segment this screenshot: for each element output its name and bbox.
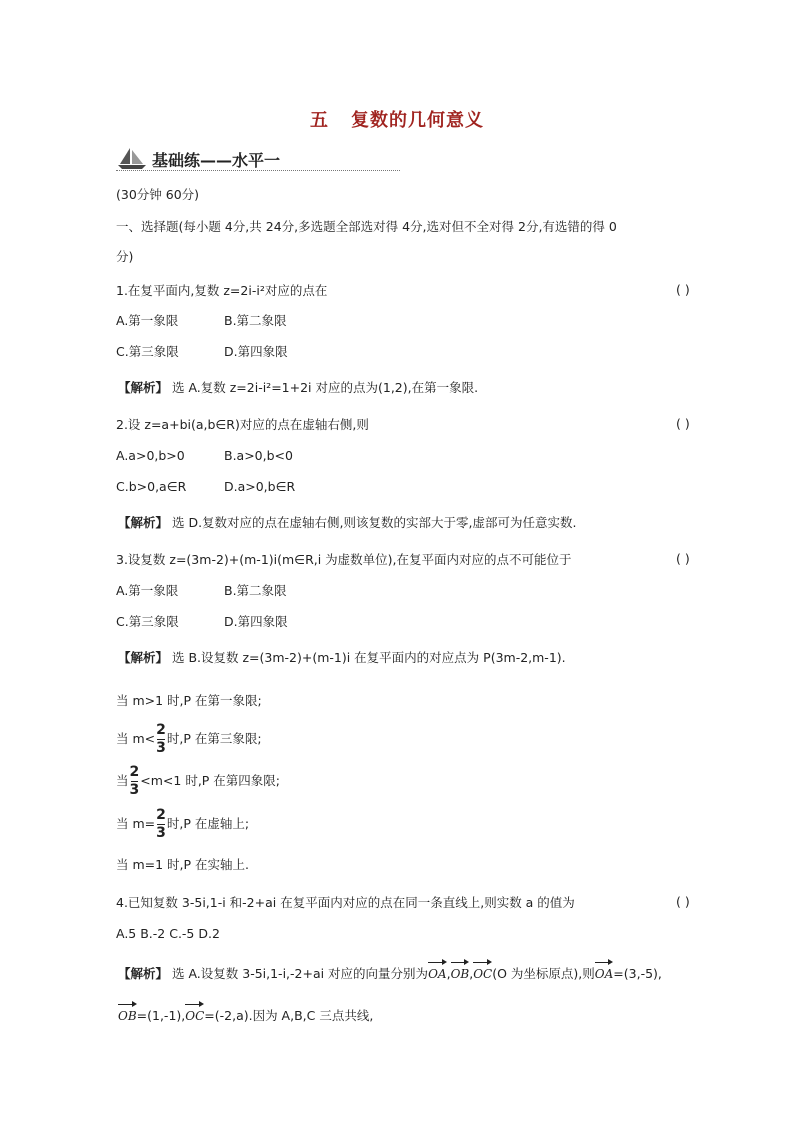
section-header xyxy=(116,146,400,171)
vector-oa: OA xyxy=(595,961,614,983)
instructions-line-2: 分) xyxy=(116,249,134,264)
q3-answer: 选 B.设复数 z=(3m-2)+(m-1)i 在复平面内的对应点为 P(3m-2,m-1). xyxy=(168,650,566,665)
q1-option-b: B.第二象限 xyxy=(224,313,287,328)
q2-option-a: A.a>0,b>0 xyxy=(116,448,185,463)
q2-answer-blank: ( ) xyxy=(676,416,690,431)
q4-oa-value: =(3,-5), xyxy=(613,966,662,981)
q1-answer: 选 A.复数 z=2i-i²=1+2i 对应的点为(1,2),在第一象限. xyxy=(168,380,479,395)
q2-answer: 选 D.复数对应的点在虚轴右侧,则该复数的实部大于零,虚部可为任意实数. xyxy=(168,515,577,530)
q3-stem: 3.设复数 z=(3m-2)+(m-1)i(m∈R,i 为虚数单位),在复平面内对应的点不可能位于 xyxy=(116,552,572,567)
q2-option-d: D.a>0,b∈R xyxy=(224,479,296,494)
q4-ob-value: =(1,-1), xyxy=(136,1008,186,1023)
vector-ob: OB xyxy=(451,961,470,983)
time-score: (30分钟 60分) xyxy=(116,187,200,202)
title-number: 五 xyxy=(310,110,329,131)
q3-option-d: D.第四象限 xyxy=(224,614,288,629)
analysis-label: 【解析】 xyxy=(118,380,169,395)
q3-case-2-post: 时,P 在第三象限; xyxy=(166,731,262,746)
vector-oc: OC xyxy=(473,961,492,983)
page-title xyxy=(0,106,794,132)
q3-analysis xyxy=(118,649,566,667)
q1-stem: 1.在复平面内,复数 z=2i-i²对应的点在 xyxy=(116,283,328,298)
q1-answer-blank: ( ) xyxy=(676,282,690,297)
q4-answer-blank: ( ) xyxy=(676,894,690,909)
q3-case-3-post: <m<1 时,P 在第四象限; xyxy=(140,773,281,788)
fraction-numerator: 2 xyxy=(156,807,166,823)
fraction-numerator: 2 xyxy=(156,722,166,738)
q4-analysis-cont xyxy=(118,1003,373,1025)
q4-answer-mid: (O 为坐标原点),则 xyxy=(492,966,595,981)
analysis-label: 【解析】 xyxy=(118,966,169,981)
q2-option-c: C.b>0,a∈R xyxy=(116,479,187,494)
q2-option-b: B.a>0,b<0 xyxy=(224,448,293,463)
q1-option-c: C.第三象限 xyxy=(116,344,179,359)
q3-option-a: A.第一象限 xyxy=(116,583,179,598)
q3-case-1: 当 m>1 时,P 在第一象限; xyxy=(116,693,262,708)
analysis-label: 【解析】 xyxy=(118,515,169,530)
q2-analysis xyxy=(118,514,576,532)
fraction-denominator: 3 xyxy=(156,825,166,841)
q4-oc-value: =(-2,a).因为 A,B,C 三点共线, xyxy=(204,1008,374,1023)
q3-answer-blank: ( ) xyxy=(676,551,690,566)
q3-case-2 xyxy=(116,722,262,757)
q4-analysis: 【解析】 选 A.设复数 3-5i,1-i,-2+ai 对应的向量分别为OA,OB,OC(O 为坐标原点),则OA=(3,-5), xyxy=(118,961,662,983)
q3-case-4-pre: 当 m= xyxy=(116,816,156,831)
vector-oa: OA xyxy=(428,961,447,983)
q3-case-3-pre: 当 xyxy=(116,773,129,788)
q3-case-3 xyxy=(116,764,280,799)
q3-case-2-pre: 当 m< xyxy=(116,731,156,746)
vector-oc: OC xyxy=(185,1003,204,1025)
q1-option-d: D.第四象限 xyxy=(224,344,288,359)
q3-case-4 xyxy=(116,807,249,842)
title-text: 复数的几何意义 xyxy=(351,110,484,131)
fraction-numerator: 2 xyxy=(129,764,140,780)
fraction-denominator: 3 xyxy=(156,740,166,756)
section-label: 基础练——水平一 xyxy=(152,151,281,170)
analysis-label: 【解析】 xyxy=(118,650,169,665)
q3-option-c: C.第三象限 xyxy=(116,614,179,629)
q3-case-4-post: 时,P 在虚轴上; xyxy=(166,816,250,831)
q4-options: A.5 B.-2 C.-5 D.2 xyxy=(116,926,220,941)
q2-stem: 2.设 z=a+bi(a,b∈R)对应的点在虚轴右侧,则 xyxy=(116,417,369,432)
q1-option-a: A.第一象限 xyxy=(116,313,179,328)
instructions-line-1: 一、选择题(每小题 4分,共 24分,多选题全部选对得 4分,选对但不全对得 2分,有选错的得 0 xyxy=(116,219,617,234)
q1-analysis xyxy=(118,379,478,397)
q3-case-5: 当 m=1 时,P 在实轴上. xyxy=(116,857,250,872)
fraction xyxy=(156,807,166,842)
q3-option-b: B.第二象限 xyxy=(224,583,287,598)
fraction xyxy=(130,764,140,799)
q4-stem: 4.已知复数 3-5i,1-i 和-2+ai 在复平面内对应的点在同一条直线上,则实数 a 的值为 xyxy=(116,895,575,910)
vector-ob: OB xyxy=(118,1003,137,1025)
sailboat-icon xyxy=(116,146,148,170)
fraction xyxy=(156,722,166,757)
q4-answer-pre: 选 A.设复数 3-5i,1-i,-2+ai 对应的向量分别为 xyxy=(168,966,429,981)
fraction-denominator: 3 xyxy=(129,782,140,798)
